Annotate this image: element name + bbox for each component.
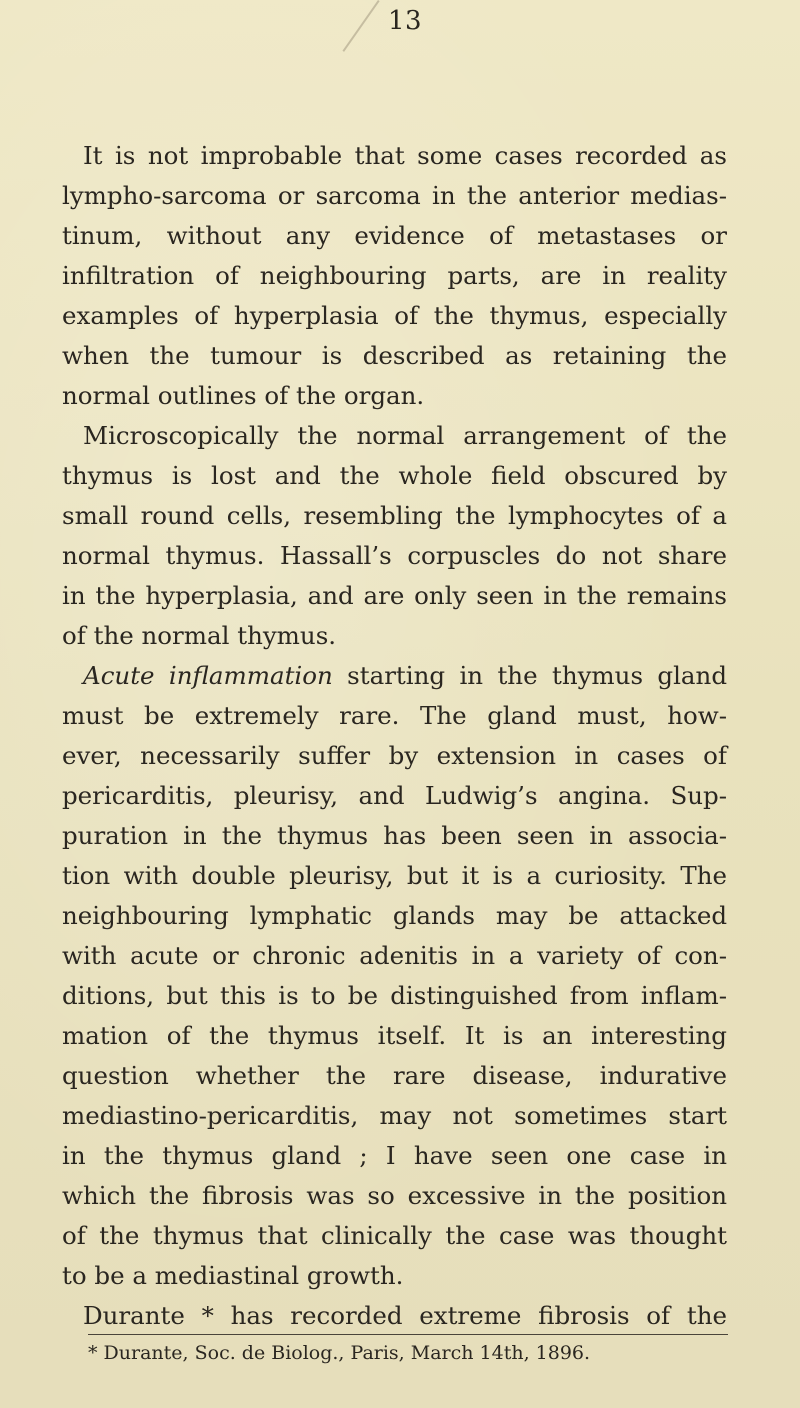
line-text: normal thymus. Hassall’s corpuscles do not share — [62, 541, 727, 570]
line-text: pericarditis, pleurisy, and Ludwig’s angina. Sup- — [62, 781, 727, 810]
text-line — [62, 616, 727, 656]
text-line — [62, 216, 727, 256]
line-text: tinum, without any evidence of metastases or — [62, 221, 727, 250]
line-text: normal outlines of the organ. — [62, 381, 425, 410]
line-text: in the hyperplasia, and are only seen in the remains — [62, 581, 727, 610]
text-line — [62, 296, 727, 336]
footnote: * Durante, Soc. de Biolog., Paris, March 14th, 1896. — [88, 1342, 591, 1364]
line-text: of the normal thymus. — [62, 621, 337, 650]
line-text: when the tumour is described as retaining the — [62, 341, 727, 370]
text-line — [62, 376, 727, 416]
line-text: in the thymus gland ; I have seen one case in — [62, 1141, 727, 1170]
text-line — [62, 1216, 727, 1256]
text-line — [62, 256, 727, 296]
text-line — [62, 1136, 727, 1176]
text-line — [62, 816, 727, 856]
text-line — [62, 1256, 727, 1296]
line-text: tion with double pleurisy, but it is a curiosity. The — [62, 861, 727, 890]
line-text: to be a mediastinal growth. — [62, 1261, 404, 1290]
line-text: ditions, but this is to be distinguished from inflam- — [62, 981, 727, 1010]
line-text: It is not improbable that some cases recorded as — [83, 141, 727, 170]
line-text: Microscopically the normal arrangement of the — [83, 421, 727, 450]
text-line — [62, 416, 727, 456]
text-line — [62, 1176, 727, 1216]
text-line — [62, 856, 727, 896]
text-line — [62, 1296, 727, 1336]
text-line — [62, 776, 727, 816]
page-number: 13 — [387, 6, 423, 36]
line-text: small round cells, resembling the lymphocytes of a — [62, 501, 727, 530]
line-text: thymus is lost and the whole field obscured by — [62, 461, 727, 490]
text-line — [62, 336, 727, 376]
text-line — [62, 136, 727, 176]
line-text: must be extremely rare. The gland must, how- — [62, 701, 727, 730]
line-text: which the fibrosis was so excessive in the position — [62, 1181, 727, 1210]
text-line — [62, 656, 727, 696]
line-text: with acute or chronic adenitis in a variety of con- — [62, 941, 727, 970]
text-line — [62, 936, 727, 976]
text-line — [62, 976, 727, 1016]
text-line — [62, 1016, 727, 1056]
text-line — [62, 536, 727, 576]
text-line — [62, 1096, 727, 1136]
italic-phrase: Acute inflammation — [83, 661, 333, 690]
line-text: examples of hyperplasia of the thymus, especially — [62, 301, 727, 330]
line-text: lympho-sarcoma or sarcoma in the anterior medias- — [62, 181, 727, 210]
line-text: ever, necessarily suffer by extension in cases of — [62, 741, 727, 770]
line-text: starting in the thymus gland — [332, 661, 727, 690]
footnote-rule — [88, 1334, 728, 1335]
line-text: puration in the thymus has been seen in associa- — [62, 821, 727, 850]
line-text: neighbouring lymphatic glands may be attacked — [62, 901, 727, 930]
text-line — [62, 496, 727, 536]
text-line — [62, 736, 727, 776]
text-line — [62, 696, 727, 736]
line-text: infiltration of neighbouring parts, are in reality — [62, 261, 727, 290]
line-text: mediastino-pericarditis, may not sometimes start — [62, 1101, 727, 1130]
line-text: question whether the rare disease, indurative — [62, 1061, 727, 1090]
line-text: of the thymus that clinically the case was thought — [62, 1221, 727, 1250]
line-text: Durante * has recorded extreme fibrosis of the — [83, 1301, 727, 1330]
text-line — [62, 456, 727, 496]
line-text: mation of the thymus itself. It is an interesting — [62, 1021, 727, 1050]
body-text — [62, 136, 727, 1336]
text-line — [62, 896, 727, 936]
text-line — [62, 176, 727, 216]
text-line — [62, 576, 727, 616]
text-line — [62, 1056, 727, 1096]
